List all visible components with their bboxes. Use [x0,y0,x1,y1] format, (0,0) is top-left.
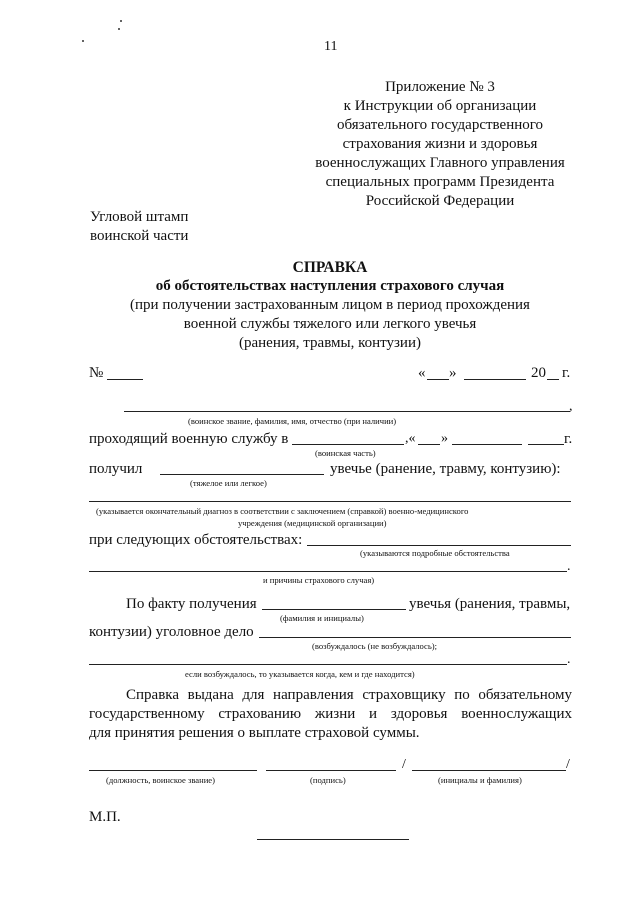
caption-diagnosis: (указывается окончательный диагноз в соответствии с заключением (справкой) военно-медицинского [96,506,469,516]
seal-place: М.П. [89,809,121,825]
appendix-line: Российской Федерации [365,193,515,209]
scan-speck [118,28,120,30]
quote-open: ,« [405,431,416,446]
bottom-line [257,839,409,840]
appendix-title: Приложение № 3 [385,79,495,95]
day-field-line [418,444,440,445]
document-subtitle: об обстоятельствах наступления страхового случая [155,278,505,294]
quote-open: « [418,365,426,381]
appendix-line: специальных программ Президента [325,174,555,190]
position-field-line [89,770,257,771]
stamp-line1: Угловой штамп [90,209,189,225]
year-prefix: 20 [531,365,546,381]
circumstances-label: при следующих обстоятельствах: [89,532,303,548]
circumstances-field-line [307,545,571,546]
injuries-label: увечья (ранения, травмы, [409,596,571,612]
appendix-line: военнослужащих Главного управления [315,155,565,171]
caption-position: (должность, воинское звание) [106,775,215,785]
year-field-line [528,444,564,445]
caption-signature: (подпись) [310,775,346,785]
caption-cause: и причины страхового случая) [263,575,375,585]
serving-in-label: проходящий военную службу в [89,431,289,447]
page-number: 11 [324,39,338,54]
document-description: (ранения, травмы, контузии) [239,335,421,351]
by-fact-label: По факту получения [126,596,257,612]
appendix-line: страхования жизни и здоровья [342,136,538,152]
caption-circumstances: (указываются подробные обстоятельства [360,548,510,558]
day-field-line [427,379,449,380]
caption-initials-surname: (инициалы и фамилия) [438,775,522,785]
caption-severity: (тяжелое или легкое) [190,478,267,488]
document-title: СПРАВКА [292,259,368,276]
issued-text: для принятия решения о выплате страховой суммы. [89,725,420,741]
month-field-line [464,379,526,380]
document-description: военной службы тяжелого или легкого увечья [183,316,477,332]
appendix-block [300,78,580,211]
quote-close: » [449,365,457,381]
signature-field-line [266,770,396,771]
issued-text: Справка выдана для направления страховщику по обязательному [126,687,572,703]
document-description: (при получении застрахованным лицом в период прохождения [130,297,530,313]
appendix-line: обязательного государственного [336,117,544,133]
caption-unit: (воинская часть) [315,448,376,458]
year-suffix: г. [564,431,573,447]
injury-label: увечье (ранение, травму, контузию): [330,461,561,477]
criminal-case-field-line-2 [89,664,567,665]
stamp-line2: воинской части [90,228,189,244]
caption-name-initials: (фамилия и инициалы) [280,613,364,623]
caption-initiated: (возбуждалось (не возбуждалось); [312,641,437,651]
scan-speck [82,40,84,42]
caption-diagnosis: учреждения (медицинской организации) [238,518,387,528]
criminal-case-label: контузии) уголовное дело [89,624,254,640]
initials-field-line [412,770,566,771]
year-suffix: г. [562,365,571,381]
quote-close: » [441,431,448,446]
criminal-case-field-line [259,637,571,638]
diagnosis-field-line [89,501,571,502]
number-sign: № [89,365,104,381]
circumstances-field-line-2 [89,571,567,572]
year-field-line [547,379,559,380]
unit-field-line [292,444,404,445]
appendix-line: к Инструкции об организации [343,98,537,114]
scan-speck [120,20,122,22]
number-field-line [107,379,143,380]
heading-block [80,258,580,353]
name-initials-field-line [262,609,406,610]
caption-rank-name: (воинское звание, фамилия, имя, отчество (при наличии) [188,416,397,426]
caption-if-initiated: если возбуждалось, то указывается когда, кем и где находится) [185,669,415,679]
page: 11 Приложение № 3 к Инструкции об организации обязательного государственного страхования жизни и здоровья военнослужащих Главного управления специальных программ Президента Российской Федерации Угловой штамп воинской части СПРАВКА об обстоятельствах наступления страхового случая (при получении застрахованным лицом в период прохождения военной службы тяжелого или легкого увечья (ранения, травмы, контузии) № « » 20 г. , (воинское звание, фамилия, имя, отчество (при наличии) проходящий военную службу в ,« » г. (воинская часть) получил увечье (ранение, травму, контузию): (тяжелое или легкое) (указывается окончательный диагноз в соответствии с заключением (справкой) военно-медицинского учреждения (медицинской организации) при следующих обстоятельствах: (указываются подробные обстоятельства . и причины страхового случая) По факту получения увечья (ранения, травмы, (фамилия и инициалы) контузии) уголовное дело (возбуждалось (не возбуждалось); . если возбуждалось, то указывается когда, кем и где находится) Справка выдана для направления страховщику по обязательному государственному страхованию жизни и здоровья военнослужащих для принятия решения о выплате страховой суммы. / / (должность, воинское звание) (подпись) (инициалы и фамилия) М.П. [0,0,640,905]
received-label: получил [89,461,143,477]
month-field-line [452,444,522,445]
rank-name-field-line [124,411,570,412]
issued-text: государственному страхованию жизни и здоровья военнослужащих [89,706,572,722]
severity-field-line [160,474,324,475]
